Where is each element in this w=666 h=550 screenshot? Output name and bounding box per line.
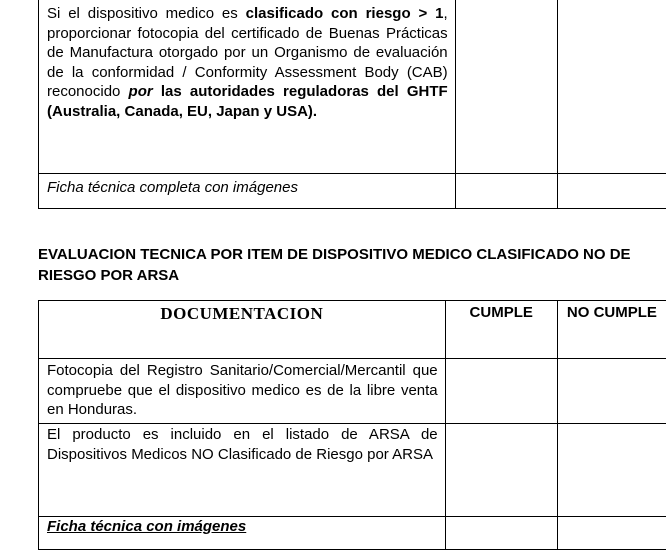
gmp-certificate-requirement: [39, 0, 455, 121]
registro-sanitario-requirement: Fotocopia del Registro Sanitario/Comercial/Mercantil que compruebe que el dispositivo medico es de la libre venta en Honduras.: [47, 362, 438, 418]
cumple-cell[interactable]: [445, 424, 557, 517]
table-row: [39, 0, 666, 174]
requirement-text: [153, 83, 161, 100]
requirement-emphasis: clasificado con riesgo > 1: [245, 5, 444, 22]
cumple-cell[interactable]: [455, 0, 557, 174]
table-header-row: [39, 301, 666, 359]
table-row: [39, 517, 666, 550]
evaluation-table: [38, 300, 666, 550]
cumple-header: CUMPLE: [445, 301, 557, 359]
requirement-cell: [39, 424, 446, 517]
requirement-cell: [39, 0, 456, 174]
requirement-cell: [39, 359, 446, 424]
documentacion-header: DOCUMENTACION: [39, 301, 446, 359]
datasheet-requirement: Ficha técnica con imágenes: [47, 518, 247, 535]
table-row: [39, 174, 666, 209]
requirements-table-top: [38, 0, 666, 209]
datasheet-requirement: Ficha técnica completa con imágenes: [47, 179, 298, 196]
requirement-cell: [39, 174, 456, 209]
no-cumple-cell[interactable]: [557, 424, 666, 517]
table-row: [39, 359, 666, 424]
no-cumple-cell[interactable]: [557, 517, 666, 550]
cumple-cell[interactable]: [445, 517, 557, 550]
requirement-text: Si el dispositivo medico es: [47, 5, 246, 22]
no-cumple-cell[interactable]: [557, 359, 666, 424]
requirement-emphasis: las autoridades reguladoras del GHTF (Australia, Canada, EU, Japan y USA).: [47, 83, 448, 120]
requirement-text: , proporcionar fotocopia del certificado de Buenas Prácticas de Manufactura otorgado por un Organismo de evaluación de la conformidad / Conformity Assessment Body (CAB) reconocido: [47, 5, 448, 100]
requirement-emphasis: por: [128, 83, 153, 100]
no-cumple-cell[interactable]: [557, 174, 666, 209]
cumple-cell[interactable]: [445, 359, 557, 424]
no-cumple-cell[interactable]: [557, 0, 666, 174]
table-row: [39, 424, 666, 517]
section-heading: EVALUACION TECNICA POR ITEM DE DISPOSITIVO MEDICO CLASIFICADO NO DE RIESGO POR ARSA: [38, 246, 631, 284]
no-cumple-header: NO CUMPLE: [557, 301, 666, 359]
cumple-cell[interactable]: [455, 174, 557, 209]
arsa-listing-requirement: El producto es incluido en el listado de ARSA de Dispositivos Medicos NO Clasificado de Riesgo por ARSA: [47, 426, 438, 463]
requirement-cell: [39, 517, 446, 550]
